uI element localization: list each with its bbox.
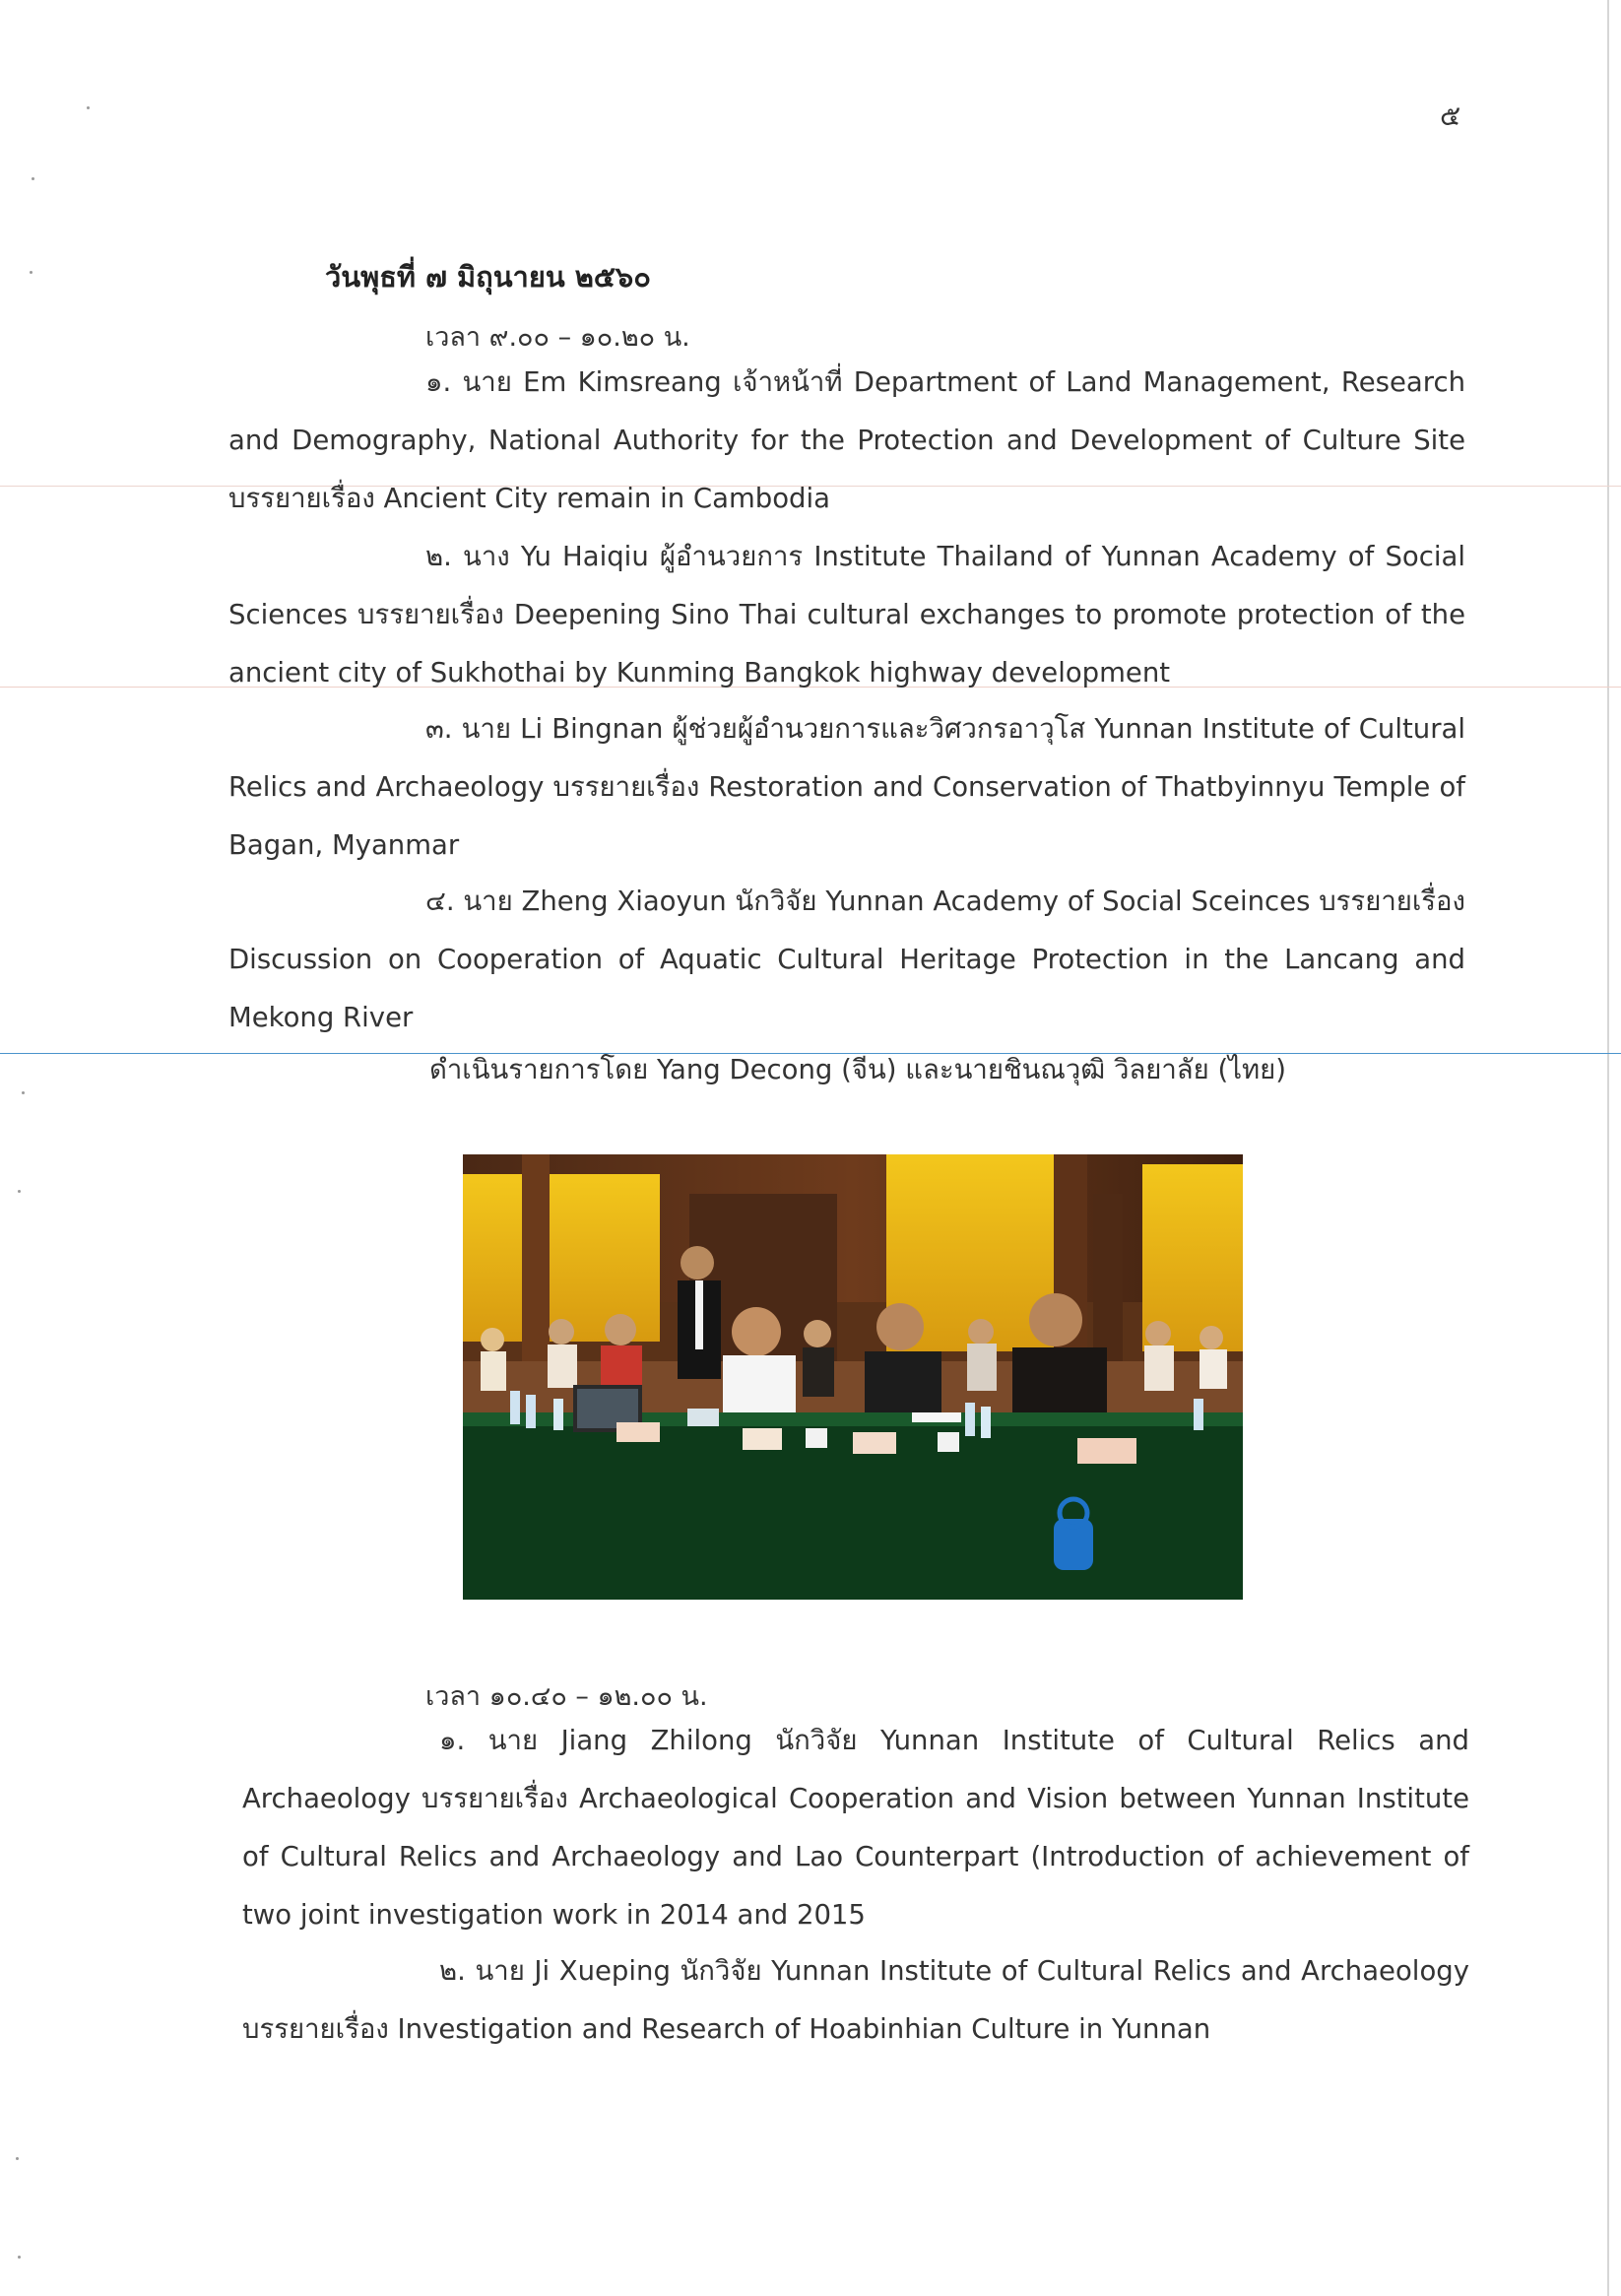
scan-speck: [87, 106, 90, 109]
meeting-photo-illustration: [463, 1154, 1243, 1600]
moderator-line: ดำเนินรายการโดย Yang Decong (จีน) และนายชินณวุฒิ วิลยาลัย (ไทย): [429, 1054, 1287, 1085]
session2-item-2: ๒. นาย Ji Xueping นักวิจัย Yunnan Institute of Cultural Relics and Archaeology บรรยายเรื่อง Investigation and Research of Hoabinhian Culture in Yunnan: [242, 1955, 1469, 2045]
date-heading: วันพุธที่ ๗ มิถุนายน ๒๕๖๐: [325, 260, 651, 294]
scan-speck: [18, 1190, 21, 1193]
session1-item-2: ๒. นาง Yu Haiqiu ผู้อำนวยการ Institute Thailand of Yunnan Academy of Social Sciences บรรยายเรื่อง Deepening Sino Thai cultural exchanges to promote protection of the ancient city of Sukhothai by Kunming Bangkok highway development: [228, 541, 1465, 689]
session1-item-4: ๔. นาย Zheng Xiaoyun นักวิจัย Yunnan Academy of Social Sceinces บรรยายเรื่อง Discussion on Cooperation of Aquatic Cultural Heritage Protection in the Lancang and Mekong River: [228, 886, 1465, 1033]
session1-item-1: ๑. นาย Em Kimsreang เจ้าหน้าที่ Department of Land Management, Research and Demography, National Authority for the Protection and Development of Culture Site บรรยายเรื่อง Ancient City remain in Cambodia: [228, 366, 1465, 514]
page-number: ๕: [1440, 99, 1461, 132]
page-edge-shadow: [1607, 0, 1609, 2296]
scan-speck: [32, 177, 34, 180]
session2-time: เวลา ๑๐.๔๐ – ๑๒.๐๐ น.: [425, 1681, 708, 1712]
scan-speck: [30, 271, 32, 274]
session1-time: เวลา ๙.๐๐ – ๑๐.๒๐ น.: [425, 322, 690, 353]
session1-item-3: ๓. นาย Li Bingnan ผู้ช่วยผู้อำนวยการและวิศวกรอาวุโส Yunnan Institute of Cultural Relics and Archaeology บรรยายเรื่อง Restoration and Conservation of Thatbyinnyu Temple of Bagan, Myanmar: [228, 713, 1465, 861]
scan-speck: [18, 2256, 21, 2259]
scan-speck: [22, 1091, 25, 1094]
session2-item-1: ๑. นาย Jiang Zhilong นักวิจัย Yunnan Institute of Cultural Relics and Archaeology บรรยายเรื่อง Archaeological Cooperation and Vision between Yunnan Institute of Cultural Relics and Archaeology and Lao Counterpart (Introduction of achievement of two joint investigation work in 2014 and 2015: [242, 1725, 1469, 1931]
scan-speck: [16, 2157, 19, 2160]
meeting-photo: [463, 1154, 1243, 1600]
